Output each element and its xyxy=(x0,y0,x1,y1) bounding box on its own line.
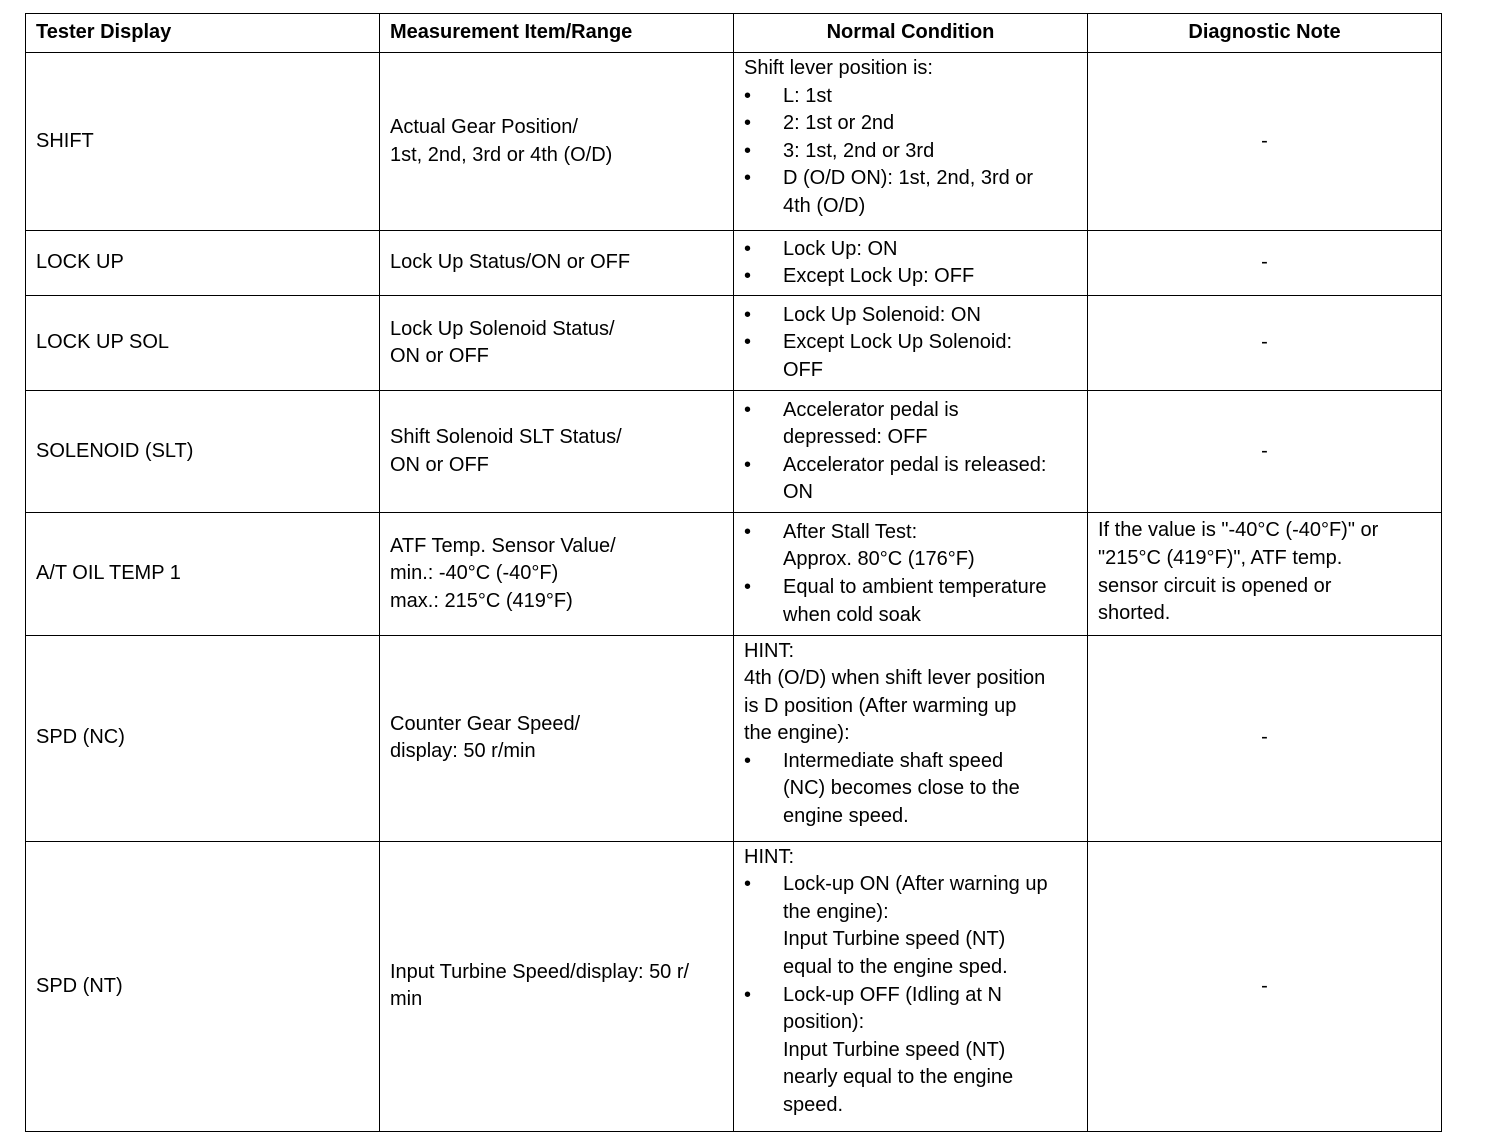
condition-bullet-line: • D (O/D ON): 1st, 2nd, 3rd or xyxy=(783,167,1034,190)
measurement-line: ON or OFF xyxy=(390,345,489,368)
table-row xyxy=(26,635,1442,841)
cell-diagnostic-note xyxy=(1088,513,1442,635)
condition-bullet-line: nearly equal to the engine xyxy=(783,1066,1014,1089)
tester-display-text: SPD (NC) xyxy=(36,726,125,749)
cell-diagnostic-note xyxy=(1088,635,1442,841)
cell-tester-display xyxy=(26,391,380,513)
cell-tester-display xyxy=(26,841,380,1131)
cell-normal-condition xyxy=(734,296,1088,391)
cell-normal-condition xyxy=(734,635,1088,841)
condition-bullet-line: (NC) becomes close to the xyxy=(783,777,1020,800)
condition-intro-line: HINT: xyxy=(744,639,794,662)
cell-measurement xyxy=(380,841,734,1131)
condition-bullet-line: • 3: 1st, 2nd or 3rd xyxy=(783,139,935,162)
condition-intro-line: HINT: xyxy=(744,845,794,868)
diagnostic-note-line: If the value is "-40°C (-40°F)" or xyxy=(1098,519,1379,542)
condition-bullet-line: ON xyxy=(783,481,813,504)
diagnostic-note-line: - xyxy=(1261,440,1268,463)
tester-display-text: LOCK UP xyxy=(36,251,124,274)
condition-bullet-item xyxy=(744,519,1077,574)
diagnostic-data-table xyxy=(25,13,1442,1132)
cell-diagnostic-note xyxy=(1088,53,1442,231)
diagnostic-note-line: - xyxy=(1261,726,1268,749)
cell-diagnostic-note xyxy=(1088,296,1442,391)
condition-bullet-line: • Accelerator pedal is xyxy=(783,398,959,421)
condition-intro-line: 4th (O/D) when shift lever position xyxy=(744,667,1046,690)
condition-bullet-line: equal to the engine sped. xyxy=(783,956,1008,979)
condition-bullet-list xyxy=(744,397,1077,507)
measurement-line: Lock Up Status/ON or OFF xyxy=(390,251,631,274)
header-tester-display: Tester Display xyxy=(26,14,380,53)
condition-bullet-line: 4th (O/D) xyxy=(783,194,866,217)
condition-bullet-line: • Except Lock Up: OFF xyxy=(783,265,975,288)
tester-display-text: SOLENOID (SLT) xyxy=(36,440,194,463)
cell-diagnostic-note xyxy=(1088,231,1442,296)
header-diagnostic-note: Diagnostic Note xyxy=(1088,14,1442,53)
measurement-line: Input Turbine Speed/display: 50 r/ xyxy=(390,960,690,983)
condition-bullet-line: Input Turbine speed (NT) xyxy=(783,1038,1006,1061)
condition-bullet-item xyxy=(744,748,1077,831)
table-header-row xyxy=(26,14,1442,53)
condition-bullet-line: • Intermediate shaft speed xyxy=(783,749,1004,772)
condition-bullet-line: engine speed. xyxy=(783,805,909,828)
cell-measurement xyxy=(380,296,734,391)
diagnostic-note-line: - xyxy=(1261,974,1268,997)
condition-bullet-line: Input Turbine speed (NT) xyxy=(783,928,1006,951)
condition-bullet-list xyxy=(744,748,1077,831)
condition-bullet-line: depressed: OFF xyxy=(783,426,928,449)
cell-tester-display xyxy=(26,53,380,231)
condition-intro-line: is D position (After warming up xyxy=(744,694,1017,717)
tester-display-text: LOCK UP SOL xyxy=(36,331,170,354)
measurement-line: min xyxy=(390,988,423,1011)
diagnostic-note-line: "215°C (419°F)", ATF temp. xyxy=(1098,546,1343,569)
condition-bullet-item xyxy=(744,236,1077,264)
measurement-line: ATF Temp. Sensor Value/ xyxy=(390,534,616,557)
condition-bullet-line: • L: 1st xyxy=(783,84,832,107)
condition-bullet-line: • Lock-up ON (After warning up xyxy=(783,873,1048,896)
cell-measurement xyxy=(380,513,734,635)
cell-tester-display xyxy=(26,231,380,296)
tester-display-text: A/T OIL TEMP 1 xyxy=(36,562,181,585)
table-row xyxy=(26,841,1442,1131)
condition-bullet-item xyxy=(744,574,1077,629)
table-row xyxy=(26,231,1442,296)
cell-normal-condition xyxy=(734,513,1088,635)
diagnostic-note-line: shorted. xyxy=(1098,602,1171,625)
condition-bullet-item xyxy=(744,165,1077,220)
table-row xyxy=(26,513,1442,635)
condition-bullet-line: • Lock-up OFF (Idling at N xyxy=(783,983,1002,1006)
cell-normal-condition xyxy=(734,391,1088,513)
cell-measurement xyxy=(380,53,734,231)
measurement-line: display: 50 r/min xyxy=(390,740,536,763)
header-measurement-item: Measurement Item/Range xyxy=(380,14,734,53)
condition-bullet-list xyxy=(744,519,1077,629)
condition-bullet-item xyxy=(744,397,1077,452)
cell-normal-condition xyxy=(734,231,1088,296)
tester-display-text: SHIFT xyxy=(36,129,94,152)
condition-bullet-item xyxy=(744,83,1077,111)
condition-bullet-line: • Equal to ambient temperature xyxy=(783,575,1047,598)
cell-diagnostic-note xyxy=(1088,391,1442,513)
measurement-line: max.: 215°C (419°F) xyxy=(390,589,573,612)
condition-bullet-line: speed. xyxy=(783,1094,844,1117)
condition-bullet-item xyxy=(744,138,1077,166)
condition-bullet-line: when cold soak xyxy=(783,603,921,626)
condition-bullet-line: position): xyxy=(783,1011,865,1034)
condition-bullet-line: • Accelerator pedal is released: xyxy=(783,453,1047,476)
condition-bullet-item xyxy=(744,452,1077,507)
table-row xyxy=(26,296,1442,391)
condition-bullet-list xyxy=(744,871,1077,1119)
condition-bullet-item xyxy=(744,263,1077,291)
measurement-line: Shift Solenoid SLT Status/ xyxy=(390,426,622,449)
cell-tester-display xyxy=(26,296,380,391)
condition-bullet-line: • Lock Up Solenoid: ON xyxy=(783,303,981,326)
condition-bullet-list xyxy=(744,302,1077,385)
diagnostic-note-line: - xyxy=(1261,129,1268,152)
condition-bullet-line: • 2: 1st or 2nd xyxy=(783,112,895,135)
measurement-line: Counter Gear Speed/ xyxy=(390,712,581,735)
condition-bullet-line: • Lock Up: ON xyxy=(783,237,898,260)
measurement-line: Lock Up Solenoid Status/ xyxy=(390,317,615,340)
cell-normal-condition xyxy=(734,841,1088,1131)
cell-normal-condition xyxy=(734,53,1088,231)
diagnostic-note-line: - xyxy=(1261,251,1268,274)
measurement-line: 1st, 2nd, 3rd or 4th (O/D) xyxy=(390,143,613,166)
tester-display-text: SPD (NT) xyxy=(36,974,123,997)
measurement-line: min.: -40°C (-40°F) xyxy=(390,562,559,585)
condition-intro-line: Shift lever position is: xyxy=(744,57,933,79)
cell-measurement xyxy=(380,231,734,296)
table-row xyxy=(26,53,1442,231)
header-normal-condition: Normal Condition xyxy=(734,14,1088,53)
condition-bullet-line: • After Stall Test: xyxy=(783,520,918,543)
diagnostic-note-line: sensor circuit is opened or xyxy=(1098,574,1332,597)
condition-bullet-item xyxy=(744,329,1077,384)
cell-diagnostic-note xyxy=(1088,841,1442,1131)
table-row xyxy=(26,391,1442,513)
condition-bullet-item xyxy=(744,982,1077,1120)
condition-bullet-list xyxy=(744,236,1077,291)
cell-tester-display xyxy=(26,513,380,635)
diagnostic-note-line: - xyxy=(1261,331,1268,354)
table-body xyxy=(26,53,1442,1132)
measurement-line: ON or OFF xyxy=(390,453,489,476)
condition-bullet-list xyxy=(744,83,1077,221)
cell-measurement xyxy=(380,391,734,513)
condition-bullet-line: the engine): xyxy=(783,900,889,923)
measurement-line: Actual Gear Position/ xyxy=(390,115,578,138)
condition-intro-line: the engine): xyxy=(744,722,850,745)
cell-measurement xyxy=(380,635,734,841)
condition-bullet-item xyxy=(744,110,1077,138)
condition-bullet-line: OFF xyxy=(783,359,823,382)
condition-bullet-item xyxy=(744,302,1077,330)
condition-bullet-item xyxy=(744,871,1077,981)
condition-bullet-line: Approx. 80°C (176°F) xyxy=(783,548,975,571)
condition-bullet-line: • Except Lock Up Solenoid: xyxy=(783,331,1013,354)
cell-tester-display xyxy=(26,635,380,841)
